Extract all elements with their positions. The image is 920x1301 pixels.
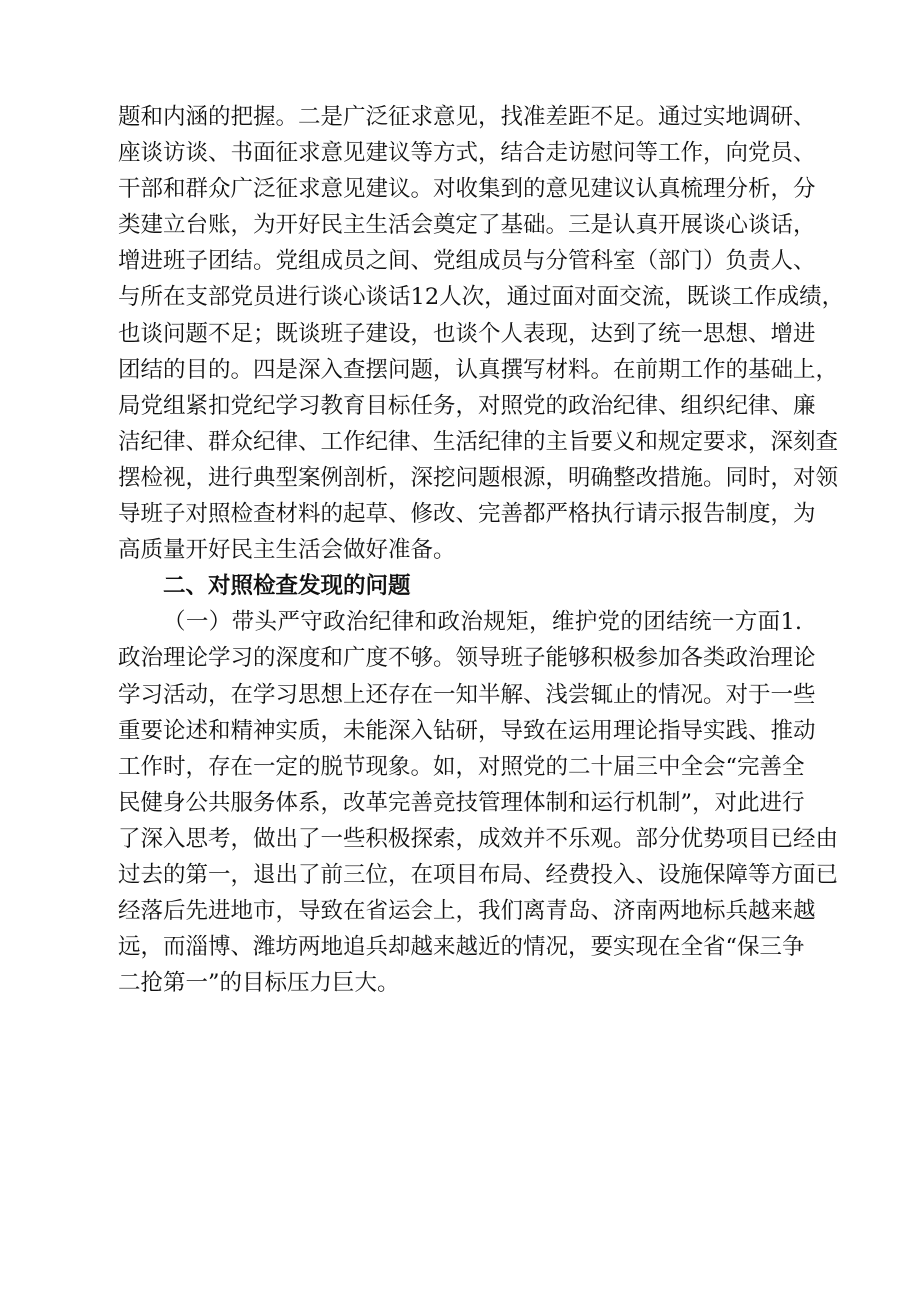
paragraph-line: 也谈问题不足；既谈班子建设，也谈个人表现，达到了统一思想、增进 [118,320,816,347]
paragraph-line: （一）带头严守政治纪律和政治规矩，维护党的团结统一方面1. [163,609,802,636]
paragraph-line: 重要论述和精神实质，未能深入钻研，导致在运用理论指导实践、推动 [118,717,816,744]
paragraph-line: 远，而淄博、潍坊两地追兵却越来越近的情况，要实现在全省“保三争 [118,934,805,961]
document-body [0,99,920,1001]
paragraph-line: 政治理论学习的深度和广度不够。领导班子能够积极参加各类政治理论 [118,645,816,672]
paragraph-line: 工作时，存在一定的脱节现象。如，对照党的二十届三中全会“完善全 [118,753,805,780]
paragraph-line: 增进班子团结。党组成员之间、党组成员与分管科室（部门）负责人、 [118,248,816,275]
paragraph-line: 类建立台账，为开好民主生活会奠定了基础。三是认真开展谈心谈话， [118,212,816,239]
paragraph-line: 二抢第一”的目标压力巨大。 [118,970,400,997]
paragraph-line: 局党组紧扣党纪学习教育目标任务，对照党的政治纪律、组织纪律、廉 [118,392,816,419]
paragraph-line: 团结的目的。四是深入查摆问题，认真撰写材料。在前期工作的基础上， [118,356,839,383]
paragraph-line: 了深入思考，做出了一些积极探索，成效并不乐观。部分优势项目已经由 [118,825,839,852]
paragraph-line: 干部和群众广泛征求意见建议。对收集到的意见建议认真梳理分析，分 [118,176,816,203]
paragraph-line: 与所在支部党员进行谈心谈话12人次，通过面对面交流，既谈工作成绩， [118,284,845,311]
paragraph-line: 经落后先进地市，导致在省运会上，我们离青岛、济南两地标兵越来越 [118,898,816,925]
paragraph-line: 过去的第一，退出了前三位，在项目布局、经费投入、设施保障等方面已 [118,861,839,888]
paragraph-line: 座谈访谈、书面征求意见建议等方式，结合走访慰问等工作，向党员、 [118,140,816,167]
paragraph-line: 民健身公共服务体系，改革完善竞技管理体制和运行机制”，对此进行 [118,789,805,816]
paragraph-line: 洁纪律、群众纪律、工作纪律、生活纪律的主旨要义和规定要求，深刻查 [118,428,839,455]
section-heading: 二、对照检查发现的问题 [163,573,411,600]
paragraph-line: 学习活动，在学习思想上还存在一知半解、浅尝辄止的情况。对于一些 [118,681,816,708]
paragraph-line: 导班子对照检查材料的起草、修改、完善都严格执行请示报告制度，为 [118,501,816,528]
paragraph-line: 摆检视，进行典型案例剖析，深挖问题根源，明确整改措施。同时，对领 [118,464,839,491]
paragraph-line: 题和内涵的把握。二是广泛征求意见，找准差距不足。通过实地调研、 [118,104,816,130]
paragraph-line: 高质量开好民主生活会做好准备。 [118,537,456,564]
